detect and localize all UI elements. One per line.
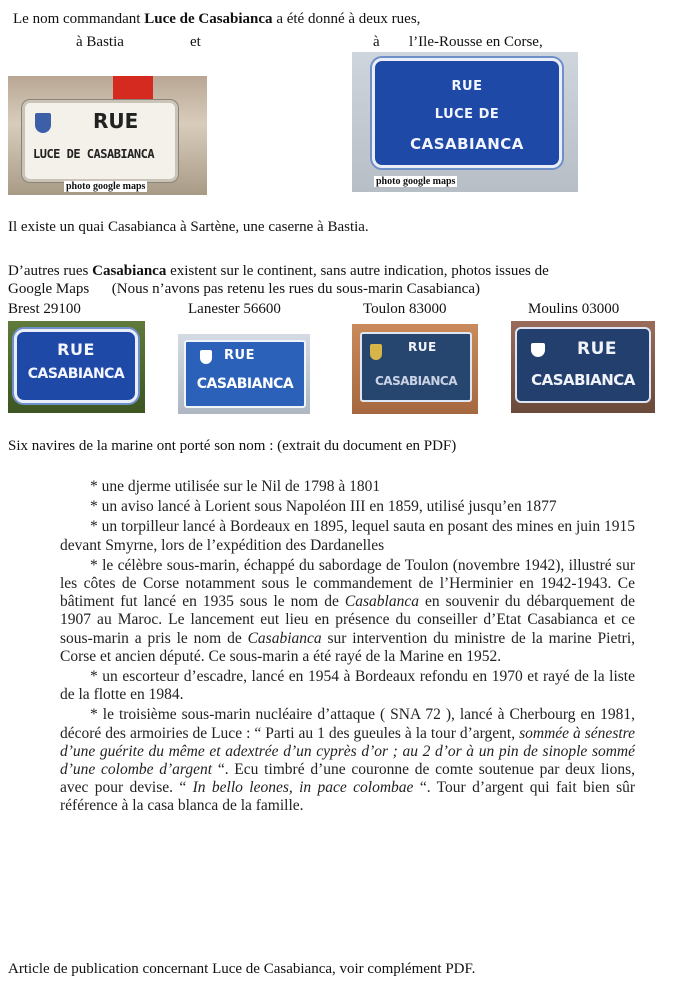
ship-2: * un aviso lancé à Lorient sous Napoléon III en 1859, utilisé jusqu’en 1877 xyxy=(90,498,557,516)
intro-et: et xyxy=(190,34,201,50)
ship-4: * le célèbre sous-marin, échappé du sabordage de Toulon (novembre 1942), illustré sur les côtes de Corse notamment sous le commandement de l’Herminier en 1942-1943. Ce bâtiment fut lancé en 1935 sous le nom de Casablanca en souvenir du débarquement de 1907 au Maroc. Le lancement eut lieu en présence du conseiller d’Etat Casabianca et ce sous-marin a pris le nom de Casabianca sur intervention du ministre de la marine Pietri, Corse et ancien député. Ce sous-marin a été rayé de la Marine en 1952. xyxy=(60,556,636,665)
photo-bastia xyxy=(8,76,207,195)
city-label-toulon: Toulon 83000 xyxy=(363,301,447,317)
ships-intro: Six navires de la marine ont porté son nom : (extrait du document en PDF) xyxy=(8,438,457,454)
photo-caption: photo google maps xyxy=(66,181,146,192)
intro-bastia: à Bastia xyxy=(76,34,124,50)
sign-moulins: RUE CASABIANCA xyxy=(515,327,651,403)
other-streets-line-1: D’autres rues Casabianca existent sur le continent, sans autre indication, photos issues de xyxy=(8,263,549,279)
city-label-lanester: Lanester 56600 xyxy=(188,301,281,317)
intro-line-1: Le nom commandant Luce de Casabianca a été donné à deux rues, xyxy=(13,11,421,27)
ship-6: * le troisième sous-marin nucléaire d’attaque ( SNA 72 ), lancé à Cherbourg en 1981, décoré des armoiries de Luce : “ Parti au 1 des gueules à la tour d’argent, sommée à sénestre d’une guérite du même et adextrée d’un cyprès d’or ; au 2 d’or à un pin de sinople sommé d’une colombe d’argent “. Ecu timbré d’une couronne de comte soutenue par deux lions, avec pour devise. “ In bello leones, in pace colombae “. Tour d’argent qui fait bien sûr référence à la casa blanca de la famille. xyxy=(60,706,636,815)
city-label-moulins: Moulins 03000 xyxy=(528,301,620,317)
photo-brest xyxy=(8,321,145,413)
coat-of-arms-icon xyxy=(200,350,212,364)
coat-of-arms-icon xyxy=(370,344,382,360)
photo-lanester xyxy=(178,334,310,414)
photo-ile-rousse xyxy=(352,52,578,192)
photo-moulins xyxy=(511,321,655,413)
coat-of-arms-icon xyxy=(531,343,545,357)
sign-lanester: RUE CASABIANCA xyxy=(184,340,306,408)
sign-ile-rousse: RUE LUCE DE CASABIANCA xyxy=(372,58,562,168)
sign-toulon: RUE CASABIANCA xyxy=(360,332,472,402)
other-streets-line-2: Google Maps (Nous n’avons pas retenu les rues du sous-marin Casabianca) xyxy=(8,281,480,297)
sign-bastia: RUE LUCE DE CASABIANCA xyxy=(22,100,178,182)
sign-brest: RUE CASABIANCA xyxy=(14,329,138,403)
footer-article: Article de publication concernant Luce de Casabianca, voir complément PDF. xyxy=(8,961,476,977)
ships-excerpt xyxy=(60,478,635,818)
coat-of-arms-icon xyxy=(35,113,51,133)
intro-ile-rousse: l’Ile-Rousse en Corse, xyxy=(409,34,543,50)
city-label-brest: Brest 29100 xyxy=(8,301,81,317)
quai-line: Il existe un quai Casabianca à Sartène, une caserne à Bastia. xyxy=(8,219,369,235)
ship-3: * un torpilleur lancé à Bordeaux en 1895, lequel sauta en posant des mines en juin 1915 devant Smyrne, lors de l’expédition des Dardanelles xyxy=(60,518,635,554)
photo-toulon xyxy=(352,324,478,414)
intro-bold-name: Luce de Casabianca xyxy=(144,11,273,27)
intro-a: à xyxy=(373,34,380,50)
ship-5: * un escorteur d’escadre, lancé en 1954 à Bordeaux refondu en 1970 et rayé de la liste de la flotte en 1984. xyxy=(60,668,635,704)
photo-caption: photo google maps xyxy=(376,176,456,187)
ship-1: * une djerme utilisée sur le Nil de 1798 à 1801 xyxy=(90,478,381,495)
